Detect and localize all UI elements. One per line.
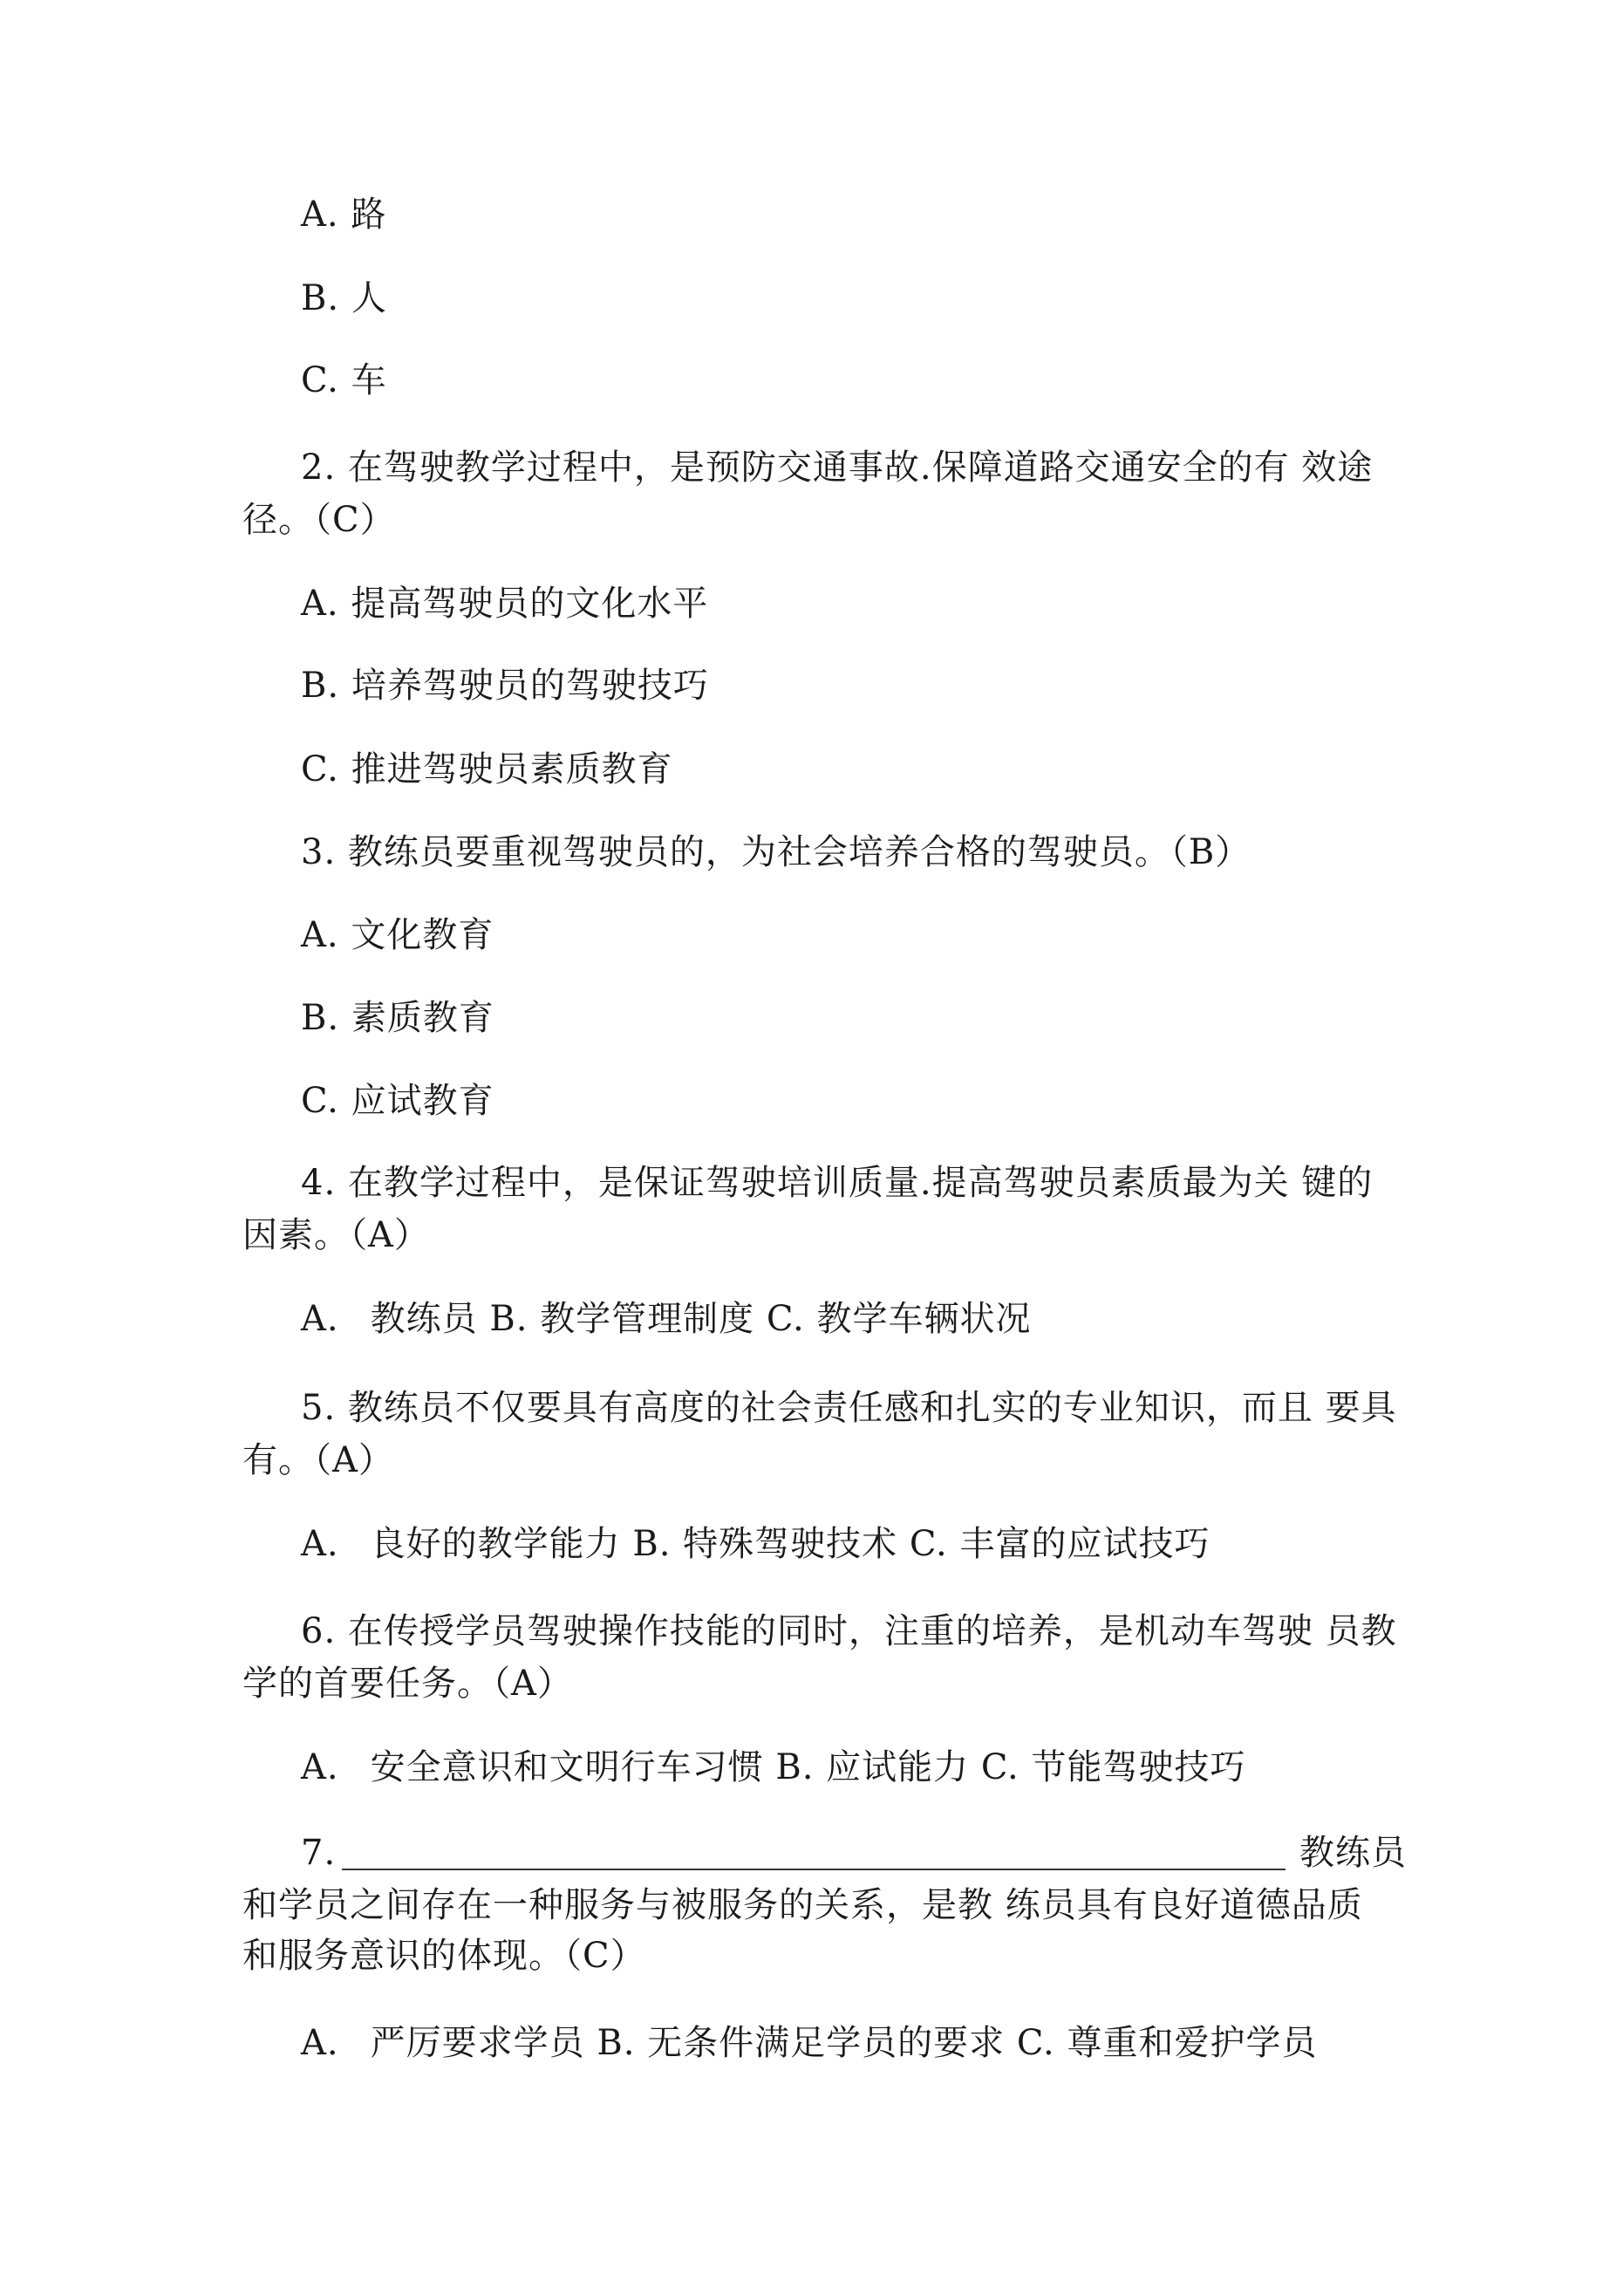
- q2-question-line1: 2. 在驾驶教学过程中，是预防交通事故.保障道路交通安全的有 效途: [301, 448, 1374, 488]
- q3-question: 3. 教练员要重视驾驶员的，为社会培养合格的驾驶员。（B）: [301, 832, 1251, 872]
- q5-question-line1: 5. 教练员不仅要具有高度的社会责任感和扎实的专业知识，而且 要具: [301, 1388, 1397, 1428]
- q3-option-b: B. 素质教育: [301, 998, 494, 1038]
- q7-question-line2: 和学员之间存在一种服务与被服务的关系，是教 练员具有良好道德品质: [242, 1885, 1363, 1925]
- q6-options: [301, 1746, 1245, 1788]
- q6-option-a-marker: A.: [301, 1747, 339, 1787]
- q3-option-a: A. 文化教育: [301, 915, 494, 955]
- q2-option-b: B. 培养驾驶员的驾驶技巧: [301, 666, 709, 706]
- q7-option-a-marker: A.: [301, 2023, 339, 2063]
- q5-options: [301, 1523, 1210, 1565]
- q7-blank-underline: [342, 1869, 1285, 1870]
- q4-question-line2: 因素。（A）: [242, 1215, 430, 1255]
- q7-options: [301, 2022, 1317, 2064]
- q5-options-text: 良好的教学能力 B. 特殊驾驶技术 C. 丰富的应试技巧: [370, 1524, 1210, 1564]
- q7-question-line3: 和服务意识的体现。（C）: [242, 1936, 646, 1976]
- q1-option-a: A. 路: [301, 195, 387, 235]
- q4-option-a-marker: A.: [301, 1299, 339, 1339]
- q6-question-line1: 6. 在传授学员驾驶操作技能的同时，注重的培养，是机动车驾驶 员教: [301, 1611, 1397, 1651]
- q6-options-text: 安全意识和文明行车习惯 B. 应试能力 C. 节能驾驶技巧: [370, 1747, 1246, 1787]
- q6-question-line2: 学的首要任务。（A）: [242, 1664, 573, 1704]
- q1-option-c: C. 车: [301, 360, 387, 400]
- q5-question-line2: 有。（A）: [242, 1440, 394, 1480]
- q4-question-line1: 4. 在教学过程中，是保证驾驶培训质量.提高驾驶员素质最为关 键的: [301, 1163, 1374, 1203]
- q4-options: [301, 1298, 1031, 1340]
- q7-number: 7.: [301, 1833, 337, 1873]
- q1-option-b: B. 人: [301, 278, 387, 318]
- q2-option-a: A. 提高驾驶员的文化水平: [301, 584, 709, 624]
- q2-option-c: C. 推进驾驶员素质教育: [301, 749, 673, 789]
- q4-options-text: 教练员 B. 教学管理制度 C. 教学车辆状况: [370, 1299, 1032, 1339]
- q2-question-line2: 径。（C）: [242, 500, 396, 540]
- q5-option-a-marker: A.: [301, 1524, 339, 1564]
- q7-options-text: 严厉要求学员 B. 无条件满足学员的要求 C. 尊重和爱护学员: [370, 2023, 1318, 2063]
- q7-question-line1-end: 教练员: [1299, 1833, 1407, 1873]
- q3-option-c: C. 应试教育: [301, 1081, 494, 1121]
